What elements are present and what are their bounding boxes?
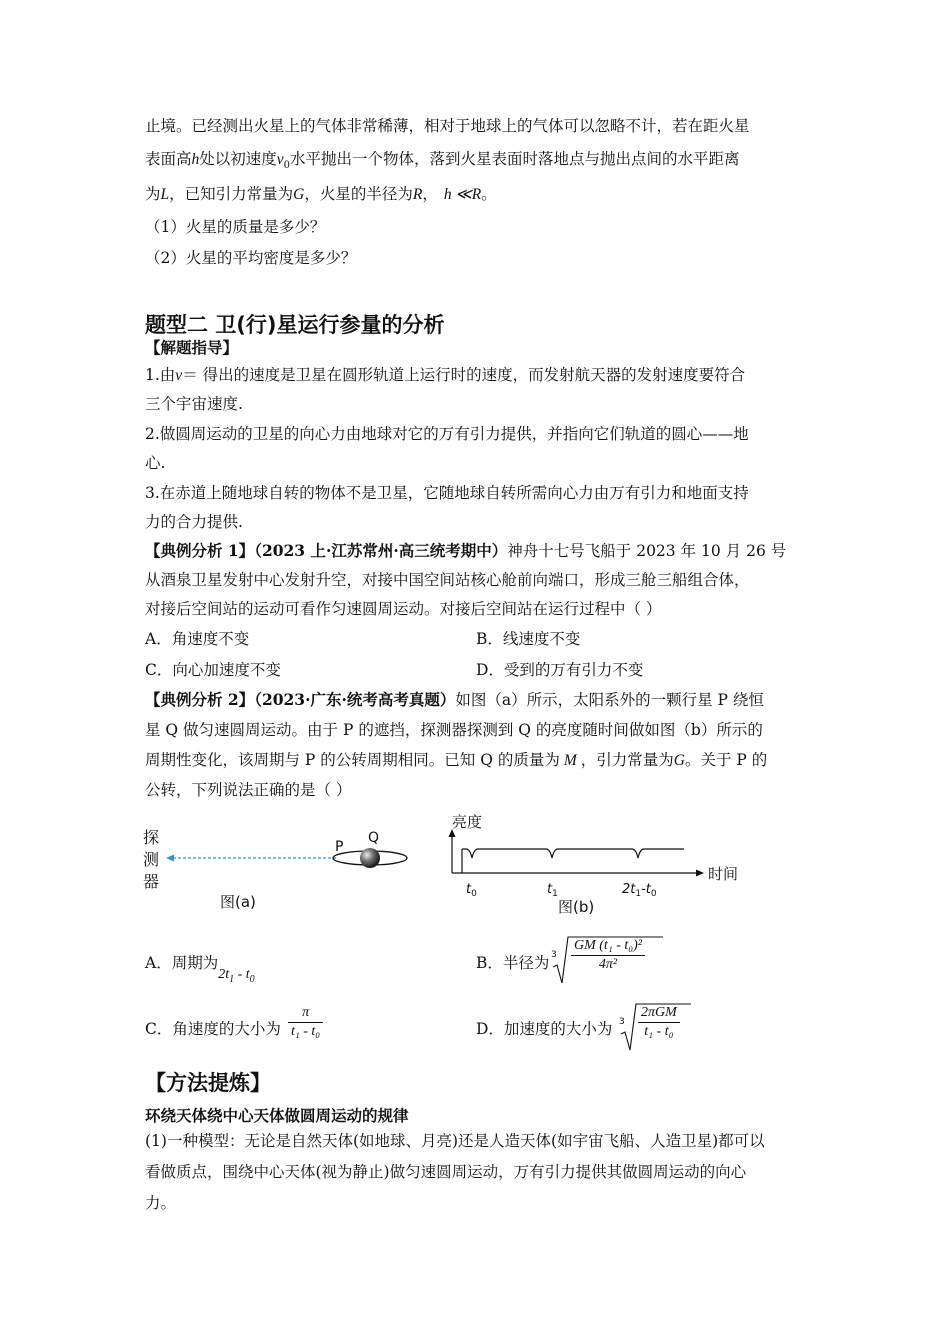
guide-point-1: 1.由v＝ 得出的速度是卫星在圆形轨道上运行时的速度，而发射航天器的发射速度要符合 — [145, 366, 746, 384]
example1-option-a: A．角速度不变 — [145, 630, 250, 648]
example2-line-1: 【典例分析 2】（2023·广东·统考高考真题）如图（a）所示，太阳系外的一颗行星 P 绕恒 — [145, 690, 764, 709]
example1-line-3: 对接后空间站的运动可看作匀速圆周运动。对接后空间站在运行过程中（ ） — [145, 600, 662, 618]
section-title: 题型二 卫(行)星运行参量的分析 — [145, 313, 445, 337]
example2-line-2: 星 Q 做匀速圆周运动。由于 P 的遮挡，探测器探测到 Q 的亮度随时间做如图（b）所示的 — [145, 721, 763, 739]
guide-title: 【解题指导】 — [145, 339, 239, 357]
example2-line-4: 公转，下列说法正确的是（ ） — [145, 781, 352, 799]
intro-question-1: （1）火星的质量是多少？ — [145, 218, 326, 236]
x-arrow-icon — [696, 870, 704, 877]
star-q — [360, 848, 380, 868]
tick-t1: $t_1$ — [547, 882, 558, 899]
brightness-curve — [462, 849, 684, 858]
svg-text:3: 3 — [551, 950, 557, 960]
method-line-1: (1)一种模型：无论是自然天体(如地球、月亮)还是人造天体(如宇宙飞船、人造卫星)都可以 — [145, 1132, 765, 1150]
guide-point-3-cont: 力的合力提供. — [145, 513, 243, 531]
method-title: 【方法提炼】 — [145, 1071, 271, 1095]
example1-option-d: D．受到的万有引力不变 — [476, 661, 644, 679]
example2-option-b: B．半径为 3 $\frac{\text{GM (t₁ - t₀)²}}{\text{4π²}}$ — [476, 935, 549, 987]
example1-line-2: 从酒泉卫星发射中心发射升空，对接中国空间站核心舱前向端口，形成三舱三船组合体， — [145, 571, 750, 589]
example1-option-b: B．线速度不变 — [476, 630, 581, 648]
method-line-2: 看做质点，围绕中心天体(视为静止)做匀速圆周运动，万有引力提供其做圆周运动的向心 — [145, 1163, 747, 1181]
method-line-3: 力。 — [145, 1194, 177, 1212]
detector-label-3: 器 — [143, 872, 160, 891]
intro-line-3: 为L，已知引力常量为G，火星的半径为R， h ≪R。 — [145, 185, 497, 203]
example1-option-c: C．向心加速度不变 — [145, 661, 281, 679]
tick-2t1-t0: $2t_1-t_0$ — [622, 882, 657, 899]
example2-option-c: C．角速度的大小为 $\frac{\pi}{\text{t₁ - t₀}}$ — [145, 1004, 281, 1054]
x-axis-label: 时间 — [708, 865, 739, 883]
y-axis-label: 亮度 — [452, 813, 483, 831]
example2-line-3: 周期性变化，该周期与 P 的公转周期相同。已知 Q 的质量为 M ，引力常量为G。关于 P 的 — [145, 751, 768, 769]
figure-a — [140, 815, 420, 915]
intro-line-1: 止境。已经测出火星上的气体非常稀薄，相对于地球上的气体可以忽略不计，若在距火星 — [145, 117, 750, 135]
arrow-head-icon — [166, 855, 174, 862]
guide-point-2: 2.做圆周运动的卫星的向心力由地球对它的万有引力提供，并指向它们轨道的圆心——地 — [145, 425, 749, 443]
figure-b — [440, 805, 760, 920]
label-p: P — [335, 839, 344, 855]
caption-b: 图(b) — [558, 898, 595, 916]
guide-point-3: 3.在赤道上随地球自转的物体不是卫星，它随地球自转所需向心力由万有引力和地面支持 — [145, 484, 749, 502]
tick-t0: $t_0$ — [466, 882, 477, 899]
fraction-b: $\frac{\text{GM (t₁ - t₀)²}}{\text{4π²}}$ — [571, 937, 645, 974]
guide-point-2-cont: 心. — [145, 454, 166, 472]
example1-line-1: 【典例分析 1】（2023 上·江苏常州·高三统考期中）神舟十七号飞船于 2023 年 10 月 26 号 — [145, 541, 787, 560]
fraction-d: 2πGM t₁ - t₀ — [638, 1004, 680, 1041]
caption-a: 图(a) — [220, 893, 256, 911]
example2-option-a: A．周期为$2t_1 - t_0$ — [145, 954, 255, 985]
intro-question-2: （2）火星的平均密度是多少？ — [145, 249, 357, 267]
example2-option-d: D．加速度的大小为 3 2πGM t₁ - t₀ — [476, 1002, 612, 1054]
method-subtitle: 环绕天体绕中心天体做圆周运动的规律 — [145, 1107, 409, 1125]
fraction-c: $\frac{\pi}{\text{t₁ - t₀}}$ — [288, 1004, 323, 1041]
intro-line-2: 表面高h处以初速度$v_0$水平抛出一个物体，落到火星表面时落地点与抛出点间的水平距离 — [145, 150, 740, 172]
svg-text:3: 3 — [619, 1017, 625, 1027]
detector-label-1: 探 — [143, 828, 160, 847]
guide-point-1-cont: 三个宇宙速度. — [145, 395, 243, 413]
detector-label-2: 测 — [143, 850, 160, 869]
label-q: Q — [368, 830, 380, 846]
